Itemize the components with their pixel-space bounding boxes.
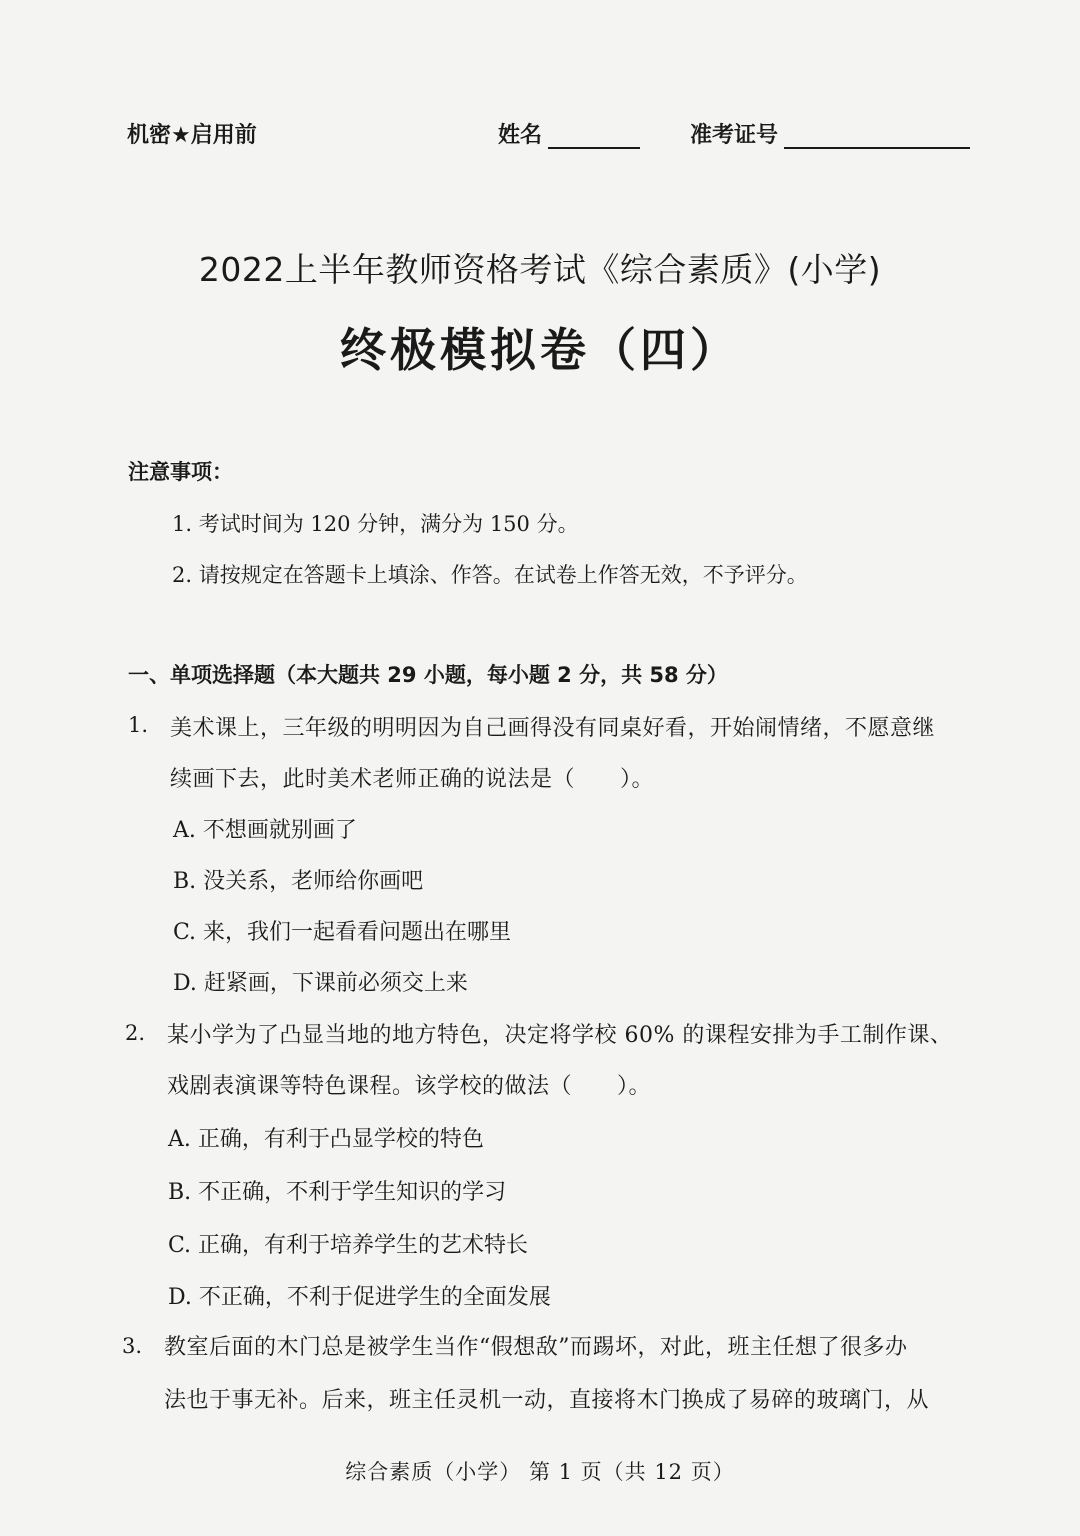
name-blank-line bbox=[548, 125, 640, 149]
question-number: 1. bbox=[128, 713, 149, 737]
option-a: A. 正确，有利于凸显学校的特色 bbox=[168, 1127, 484, 1152]
notice-item: 1. 考试时间为 120 分钟，满分为 150 分。 bbox=[172, 512, 579, 536]
name-label: 姓名 bbox=[498, 123, 543, 148]
notice-heading: 注意事项： bbox=[128, 460, 233, 484]
exam-id-label: 准考证号 bbox=[690, 123, 779, 148]
option-c: C. 来，我们一起看看问题出在哪里 bbox=[173, 920, 512, 945]
exam-subtitle: 终极模拟卷（四） bbox=[340, 323, 740, 377]
option-a: A. 不想画就别画了 bbox=[173, 818, 357, 843]
section-title: 一、单项选择题（本大题共 29 小题，每小题 2 分，共 58 分） bbox=[128, 663, 728, 687]
question-text-line: 教室后面的木门总是被学生当作“假想敌”而踢坏，对此，班主任想了很多办 bbox=[164, 1335, 908, 1360]
option-b: B. 没关系，老师给你画吧 bbox=[173, 869, 424, 894]
option-d: D. 不正确，不利于促进学生的全面发展 bbox=[168, 1285, 551, 1310]
option-c: C. 正确，有利于培养学生的艺术特长 bbox=[168, 1233, 529, 1258]
question-number: 2. bbox=[125, 1021, 146, 1045]
page-footer: 综合素质（小学） 第 1 页（共 12 页） bbox=[345, 1460, 735, 1484]
question-text-line: 戏剧表演课等特色课程。该学校的做法（ ）。 bbox=[167, 1074, 652, 1099]
exam-title: 2022上半年教师资格考试《综合素质》(小学) bbox=[198, 250, 882, 289]
exam-id-blank-line bbox=[784, 125, 970, 149]
question-text-line: 某小学为了凸显当地的地方特色，决定将学校 60% 的课程安排为手工制作课、 bbox=[167, 1023, 953, 1048]
name-field bbox=[498, 118, 640, 149]
question-number: 3. bbox=[122, 1334, 143, 1358]
exam-id-field bbox=[690, 118, 970, 149]
question-text-line: 法也于事无补。后来，班主任灵机一动，直接将木门换成了易碎的玻璃门，从 bbox=[164, 1388, 930, 1413]
option-d: D. 赶紧画，下课前必须交上来 bbox=[173, 971, 468, 996]
confidential-label: 机密★启用前 bbox=[127, 123, 257, 148]
notice-item: 2. 请按规定在答题卡上填涂、作答。在试卷上作答无效，不予评分。 bbox=[172, 563, 808, 587]
question-text-line: 续画下去，此时美术老师正确的说法是（ ）。 bbox=[170, 767, 655, 792]
option-b: B. 不正确，不利于学生知识的学习 bbox=[168, 1180, 507, 1205]
question-text-line: 美术课上，三年级的明明因为自己画得没有同桌好看，开始闹情绪，不愿意继 bbox=[170, 716, 936, 741]
